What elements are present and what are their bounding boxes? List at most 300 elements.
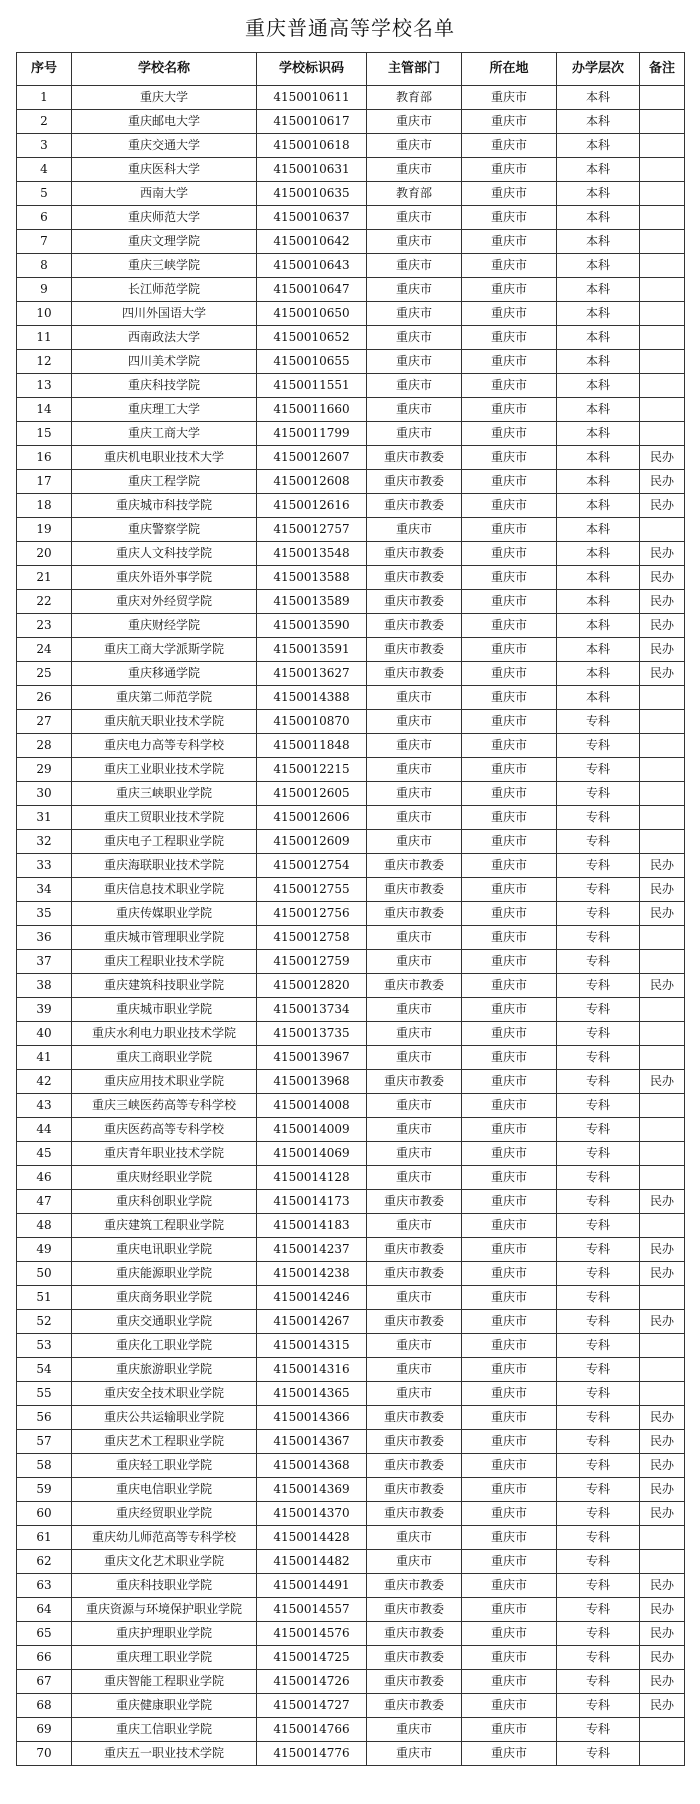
header-location: 所在地 xyxy=(462,53,557,86)
cell-location: 重庆市 xyxy=(462,686,557,710)
cell-location: 重庆市 xyxy=(462,518,557,542)
cell-index: 42 xyxy=(17,1070,72,1094)
cell-remarks xyxy=(640,830,685,854)
cell-index: 48 xyxy=(17,1214,72,1238)
header-index: 序号 xyxy=(17,53,72,86)
cell-index: 43 xyxy=(17,1094,72,1118)
cell-level: 本科 xyxy=(557,278,640,302)
cell-authority: 重庆市 xyxy=(367,1742,462,1766)
cell-school-name: 重庆安全技术职业学院 xyxy=(72,1382,257,1406)
table-row xyxy=(17,470,685,494)
table-row xyxy=(17,1574,685,1598)
cell-school-name: 重庆海联职业技术学院 xyxy=(72,854,257,878)
cell-index: 10 xyxy=(17,302,72,326)
cell-authority: 重庆市教委 xyxy=(367,1622,462,1646)
cell-school-name: 重庆第二师范学院 xyxy=(72,686,257,710)
cell-school-name: 重庆三峡职业学院 xyxy=(72,782,257,806)
cell-school-name: 重庆理工大学 xyxy=(72,398,257,422)
cell-location: 重庆市 xyxy=(462,1478,557,1502)
cell-remarks xyxy=(640,230,685,254)
cell-location: 重庆市 xyxy=(462,1310,557,1334)
cell-location: 重庆市 xyxy=(462,1550,557,1574)
cell-school-code: 4150012756 xyxy=(257,902,367,926)
cell-school-name: 重庆对外经贸学院 xyxy=(72,590,257,614)
cell-location: 重庆市 xyxy=(462,86,557,110)
table-row xyxy=(17,1238,685,1262)
table-row xyxy=(17,542,685,566)
cell-school-code: 4150014366 xyxy=(257,1406,367,1430)
cell-school-name: 重庆邮电大学 xyxy=(72,110,257,134)
cell-location: 重庆市 xyxy=(462,806,557,830)
cell-school-code: 4150010617 xyxy=(257,110,367,134)
cell-level: 专科 xyxy=(557,1238,640,1262)
cell-school-code: 4150012609 xyxy=(257,830,367,854)
cell-location: 重庆市 xyxy=(462,566,557,590)
cell-remarks xyxy=(640,782,685,806)
table-row xyxy=(17,902,685,926)
cell-index: 2 xyxy=(17,110,72,134)
cell-remarks xyxy=(640,1718,685,1742)
cell-school-name: 重庆应用技术职业学院 xyxy=(72,1070,257,1094)
cell-authority: 重庆市 xyxy=(367,110,462,134)
cell-location: 重庆市 xyxy=(462,1622,557,1646)
cell-authority: 重庆市教委 xyxy=(367,1694,462,1718)
table-row xyxy=(17,278,685,302)
cell-school-name: 重庆建筑科技职业学院 xyxy=(72,974,257,998)
cell-level: 本科 xyxy=(557,638,640,662)
cell-authority: 重庆市教委 xyxy=(367,1670,462,1694)
cell-authority: 教育部 xyxy=(367,86,462,110)
cell-level: 专科 xyxy=(557,1502,640,1526)
cell-level: 本科 xyxy=(557,518,640,542)
table-row xyxy=(17,1646,685,1670)
cell-index: 27 xyxy=(17,710,72,734)
cell-level: 专科 xyxy=(557,1430,640,1454)
cell-school-code: 4150010618 xyxy=(257,134,367,158)
cell-school-code: 4150014246 xyxy=(257,1286,367,1310)
table-row xyxy=(17,398,685,422)
cell-remarks: 民办 xyxy=(640,470,685,494)
cell-level: 专科 xyxy=(557,1598,640,1622)
cell-school-name: 重庆文化艺术职业学院 xyxy=(72,1550,257,1574)
cell-level: 专科 xyxy=(557,1694,640,1718)
cell-school-name: 重庆五一职业技术学院 xyxy=(72,1742,257,1766)
cell-location: 重庆市 xyxy=(462,278,557,302)
cell-authority: 重庆市教委 xyxy=(367,902,462,926)
cell-school-name: 重庆城市职业学院 xyxy=(72,998,257,1022)
cell-location: 重庆市 xyxy=(462,1238,557,1262)
cell-remarks xyxy=(640,254,685,278)
cell-authority: 重庆市 xyxy=(367,1142,462,1166)
cell-index: 30 xyxy=(17,782,72,806)
table-row xyxy=(17,158,685,182)
cell-remarks: 民办 xyxy=(640,1190,685,1214)
cell-school-code: 4150014009 xyxy=(257,1118,367,1142)
cell-school-name: 重庆三峡学院 xyxy=(72,254,257,278)
cell-index: 16 xyxy=(17,446,72,470)
cell-index: 3 xyxy=(17,134,72,158)
table-row xyxy=(17,926,685,950)
cell-school-code: 4150014725 xyxy=(257,1646,367,1670)
cell-remarks xyxy=(640,398,685,422)
cell-level: 专科 xyxy=(557,1166,640,1190)
table-row xyxy=(17,1502,685,1526)
cell-location: 重庆市 xyxy=(462,902,557,926)
cell-remarks xyxy=(640,158,685,182)
cell-school-code: 4150014237 xyxy=(257,1238,367,1262)
cell-location: 重庆市 xyxy=(462,926,557,950)
cell-level: 专科 xyxy=(557,1046,640,1070)
cell-school-code: 4150012605 xyxy=(257,782,367,806)
cell-level: 本科 xyxy=(557,398,640,422)
cell-index: 17 xyxy=(17,470,72,494)
cell-school-name: 重庆艺术工程职业学院 xyxy=(72,1430,257,1454)
cell-index: 1 xyxy=(17,86,72,110)
table-row xyxy=(17,1190,685,1214)
cell-school-code: 4150014183 xyxy=(257,1214,367,1238)
cell-index: 9 xyxy=(17,278,72,302)
cell-level: 本科 xyxy=(557,542,640,566)
cell-school-code: 4150013967 xyxy=(257,1046,367,1070)
cell-remarks: 民办 xyxy=(640,1694,685,1718)
schools-table xyxy=(16,52,685,1766)
cell-index: 67 xyxy=(17,1670,72,1694)
cell-location: 重庆市 xyxy=(462,1022,557,1046)
cell-level: 本科 xyxy=(557,206,640,230)
table-row xyxy=(17,1526,685,1550)
cell-level: 专科 xyxy=(557,1334,640,1358)
cell-authority: 教育部 xyxy=(367,182,462,206)
cell-authority: 重庆市教委 xyxy=(367,638,462,662)
cell-school-name: 重庆工商大学派斯学院 xyxy=(72,638,257,662)
cell-school-code: 4150012758 xyxy=(257,926,367,950)
cell-authority: 重庆市 xyxy=(367,710,462,734)
cell-level: 专科 xyxy=(557,710,640,734)
cell-level: 本科 xyxy=(557,158,640,182)
cell-school-code: 4150014069 xyxy=(257,1142,367,1166)
cell-index: 31 xyxy=(17,806,72,830)
cell-school-name: 重庆科创职业学院 xyxy=(72,1190,257,1214)
cell-remarks xyxy=(640,374,685,398)
cell-authority: 重庆市 xyxy=(367,1382,462,1406)
cell-school-code: 4150014576 xyxy=(257,1622,367,1646)
cell-authority: 重庆市教委 xyxy=(367,1598,462,1622)
cell-remarks xyxy=(640,1214,685,1238)
table-row xyxy=(17,110,685,134)
cell-school-name: 重庆交通职业学院 xyxy=(72,1310,257,1334)
cell-school-name: 重庆工程职业技术学院 xyxy=(72,950,257,974)
cell-remarks: 民办 xyxy=(640,1454,685,1478)
table-row xyxy=(17,590,685,614)
cell-level: 专科 xyxy=(557,1070,640,1094)
cell-school-code: 4150011799 xyxy=(257,422,367,446)
cell-location: 重庆市 xyxy=(462,110,557,134)
cell-remarks: 民办 xyxy=(640,566,685,590)
cell-school-name: 四川美术学院 xyxy=(72,350,257,374)
cell-index: 26 xyxy=(17,686,72,710)
cell-index: 14 xyxy=(17,398,72,422)
cell-school-code: 4150014766 xyxy=(257,1718,367,1742)
cell-remarks: 民办 xyxy=(640,974,685,998)
table-row xyxy=(17,1046,685,1070)
cell-authority: 重庆市 xyxy=(367,374,462,398)
cell-authority: 重庆市教委 xyxy=(367,1478,462,1502)
cell-index: 51 xyxy=(17,1286,72,1310)
cell-level: 专科 xyxy=(557,1190,640,1214)
cell-school-code: 4150014557 xyxy=(257,1598,367,1622)
cell-school-name: 重庆传媒职业学院 xyxy=(72,902,257,926)
cell-location: 重庆市 xyxy=(462,1166,557,1190)
cell-school-code: 4150014008 xyxy=(257,1094,367,1118)
cell-school-code: 4150010655 xyxy=(257,350,367,374)
cell-authority: 重庆市教委 xyxy=(367,1502,462,1526)
cell-remarks: 民办 xyxy=(640,1070,685,1094)
cell-authority: 重庆市 xyxy=(367,134,462,158)
cell-remarks xyxy=(640,806,685,830)
cell-location: 重庆市 xyxy=(462,1358,557,1382)
cell-level: 本科 xyxy=(557,662,640,686)
cell-authority: 重庆市 xyxy=(367,806,462,830)
table-row xyxy=(17,182,685,206)
cell-remarks xyxy=(640,758,685,782)
cell-school-name: 重庆机电职业技术大学 xyxy=(72,446,257,470)
cell-authority: 重庆市 xyxy=(367,998,462,1022)
cell-remarks xyxy=(640,1382,685,1406)
table-header xyxy=(17,53,685,86)
cell-level: 专科 xyxy=(557,1742,640,1766)
cell-school-code: 4150010631 xyxy=(257,158,367,182)
table-row xyxy=(17,1070,685,1094)
cell-school-code: 4150014173 xyxy=(257,1190,367,1214)
cell-location: 重庆市 xyxy=(462,230,557,254)
cell-location: 重庆市 xyxy=(462,350,557,374)
cell-level: 专科 xyxy=(557,806,640,830)
cell-remarks xyxy=(640,710,685,734)
table-body xyxy=(17,86,685,1766)
table-row xyxy=(17,494,685,518)
cell-location: 重庆市 xyxy=(462,1742,557,1766)
cell-location: 重庆市 xyxy=(462,1454,557,1478)
cell-location: 重庆市 xyxy=(462,1646,557,1670)
cell-school-code: 4150012606 xyxy=(257,806,367,830)
cell-remarks xyxy=(640,1550,685,1574)
cell-remarks xyxy=(640,1526,685,1550)
cell-authority: 重庆市 xyxy=(367,1022,462,1046)
cell-level: 本科 xyxy=(557,230,640,254)
cell-level: 专科 xyxy=(557,1526,640,1550)
cell-school-code: 4150010635 xyxy=(257,182,367,206)
cell-school-code: 4150012754 xyxy=(257,854,367,878)
cell-school-name: 重庆财经职业学院 xyxy=(72,1166,257,1190)
cell-index: 50 xyxy=(17,1262,72,1286)
header-school-name: 学校名称 xyxy=(72,53,257,86)
table-row xyxy=(17,422,685,446)
cell-level: 专科 xyxy=(557,950,640,974)
cell-level: 专科 xyxy=(557,1094,640,1118)
cell-school-name: 重庆人文科技学院 xyxy=(72,542,257,566)
cell-school-code: 4150014491 xyxy=(257,1574,367,1598)
cell-school-name: 重庆公共运输职业学院 xyxy=(72,1406,257,1430)
header-school-code: 学校标识码 xyxy=(257,53,367,86)
cell-remarks: 民办 xyxy=(640,854,685,878)
cell-authority: 重庆市教委 xyxy=(367,662,462,686)
cell-authority: 重庆市 xyxy=(367,1094,462,1118)
cell-location: 重庆市 xyxy=(462,830,557,854)
cell-level: 专科 xyxy=(557,1406,640,1430)
cell-school-name: 重庆交通大学 xyxy=(72,134,257,158)
cell-location: 重庆市 xyxy=(462,614,557,638)
cell-school-code: 4150013590 xyxy=(257,614,367,638)
cell-school-code: 4150010870 xyxy=(257,710,367,734)
cell-remarks xyxy=(640,302,685,326)
cell-school-name: 重庆轻工职业学院 xyxy=(72,1454,257,1478)
cell-level: 专科 xyxy=(557,1478,640,1502)
cell-school-name: 重庆科技学院 xyxy=(72,374,257,398)
cell-school-code: 4150013588 xyxy=(257,566,367,590)
cell-school-code: 4150011660 xyxy=(257,398,367,422)
table-row xyxy=(17,86,685,110)
cell-level: 本科 xyxy=(557,350,640,374)
cell-school-name: 重庆电子工程职业学院 xyxy=(72,830,257,854)
cell-school-name: 重庆大学 xyxy=(72,86,257,110)
cell-authority: 重庆市教委 xyxy=(367,1190,462,1214)
cell-authority: 重庆市 xyxy=(367,398,462,422)
cell-school-code: 4150014128 xyxy=(257,1166,367,1190)
cell-remarks xyxy=(640,134,685,158)
table-row xyxy=(17,662,685,686)
cell-location: 重庆市 xyxy=(462,1214,557,1238)
cell-index: 62 xyxy=(17,1550,72,1574)
cell-school-name: 重庆建筑工程职业学院 xyxy=(72,1214,257,1238)
cell-school-code: 4150012755 xyxy=(257,878,367,902)
cell-school-code: 4150014727 xyxy=(257,1694,367,1718)
cell-school-name: 四川外国语大学 xyxy=(72,302,257,326)
cell-school-name: 重庆资源与环境保护职业学院 xyxy=(72,1598,257,1622)
cell-location: 重庆市 xyxy=(462,494,557,518)
cell-index: 45 xyxy=(17,1142,72,1166)
cell-remarks: 民办 xyxy=(640,590,685,614)
table-row xyxy=(17,950,685,974)
cell-remarks: 民办 xyxy=(640,1622,685,1646)
cell-level: 专科 xyxy=(557,974,640,998)
cell-school-code: 4150014238 xyxy=(257,1262,367,1286)
table-row xyxy=(17,1334,685,1358)
cell-level: 专科 xyxy=(557,1574,640,1598)
cell-level: 本科 xyxy=(557,182,640,206)
cell-authority: 重庆市教委 xyxy=(367,590,462,614)
table-row xyxy=(17,1358,685,1382)
cell-school-name: 重庆青年职业技术学院 xyxy=(72,1142,257,1166)
cell-location: 重庆市 xyxy=(462,206,557,230)
cell-location: 重庆市 xyxy=(462,1142,557,1166)
table-row xyxy=(17,1286,685,1310)
cell-location: 重庆市 xyxy=(462,1694,557,1718)
cell-authority: 重庆市 xyxy=(367,230,462,254)
cell-authority: 重庆市教委 xyxy=(367,566,462,590)
cell-location: 重庆市 xyxy=(462,302,557,326)
cell-location: 重庆市 xyxy=(462,1046,557,1070)
cell-level: 专科 xyxy=(557,1670,640,1694)
cell-level: 本科 xyxy=(557,326,640,350)
cell-level: 专科 xyxy=(557,878,640,902)
cell-school-code: 4150012820 xyxy=(257,974,367,998)
cell-level: 专科 xyxy=(557,782,640,806)
cell-school-name: 重庆信息技术职业学院 xyxy=(72,878,257,902)
cell-school-code: 4150014367 xyxy=(257,1430,367,1454)
cell-location: 重庆市 xyxy=(462,1118,557,1142)
cell-index: 38 xyxy=(17,974,72,998)
cell-location: 重庆市 xyxy=(462,974,557,998)
header-row xyxy=(17,53,685,86)
cell-index: 56 xyxy=(17,1406,72,1430)
cell-remarks xyxy=(640,1334,685,1358)
cell-location: 重庆市 xyxy=(462,1334,557,1358)
cell-remarks xyxy=(640,1742,685,1766)
cell-remarks xyxy=(640,926,685,950)
cell-authority: 重庆市教委 xyxy=(367,1646,462,1670)
cell-authority: 重庆市 xyxy=(367,278,462,302)
cell-location: 重庆市 xyxy=(462,1382,557,1406)
cell-school-name: 重庆工商职业学院 xyxy=(72,1046,257,1070)
cell-school-name: 重庆经贸职业学院 xyxy=(72,1502,257,1526)
cell-index: 13 xyxy=(17,374,72,398)
cell-index: 41 xyxy=(17,1046,72,1070)
cell-school-code: 4150010611 xyxy=(257,86,367,110)
cell-school-name: 重庆财经学院 xyxy=(72,614,257,638)
cell-school-code: 4150013548 xyxy=(257,542,367,566)
cell-location: 重庆市 xyxy=(462,1262,557,1286)
table-row xyxy=(17,782,685,806)
cell-location: 重庆市 xyxy=(462,1502,557,1526)
cell-level: 专科 xyxy=(557,1142,640,1166)
cell-location: 重庆市 xyxy=(462,1598,557,1622)
cell-school-code: 4150011848 xyxy=(257,734,367,758)
table-row xyxy=(17,1094,685,1118)
table-row xyxy=(17,1694,685,1718)
cell-school-name: 重庆医科大学 xyxy=(72,158,257,182)
cell-remarks: 民办 xyxy=(640,614,685,638)
cell-remarks xyxy=(640,998,685,1022)
cell-school-name: 重庆水利电力职业技术学院 xyxy=(72,1022,257,1046)
cell-remarks xyxy=(640,1358,685,1382)
cell-remarks xyxy=(640,86,685,110)
cell-index: 68 xyxy=(17,1694,72,1718)
table-row xyxy=(17,1310,685,1334)
cell-index: 58 xyxy=(17,1454,72,1478)
cell-level: 专科 xyxy=(557,758,640,782)
cell-authority: 重庆市 xyxy=(367,1526,462,1550)
cell-school-code: 4150014369 xyxy=(257,1478,367,1502)
table-row xyxy=(17,854,685,878)
cell-school-code: 4150013735 xyxy=(257,1022,367,1046)
table-row xyxy=(17,1022,685,1046)
cell-authority: 重庆市教委 xyxy=(367,1238,462,1262)
cell-school-code: 4150010642 xyxy=(257,230,367,254)
cell-index: 24 xyxy=(17,638,72,662)
cell-level: 专科 xyxy=(557,1358,640,1382)
cell-school-name: 重庆电力高等专科学校 xyxy=(72,734,257,758)
cell-school-code: 4150014365 xyxy=(257,1382,367,1406)
cell-location: 重庆市 xyxy=(462,638,557,662)
table-row xyxy=(17,1142,685,1166)
cell-school-code: 4150014315 xyxy=(257,1334,367,1358)
cell-authority: 重庆市教委 xyxy=(367,974,462,998)
cell-index: 36 xyxy=(17,926,72,950)
cell-level: 专科 xyxy=(557,1310,640,1334)
header-remarks: 备注 xyxy=(640,53,685,86)
cell-school-name: 西南政法大学 xyxy=(72,326,257,350)
cell-authority: 重庆市教委 xyxy=(367,854,462,878)
